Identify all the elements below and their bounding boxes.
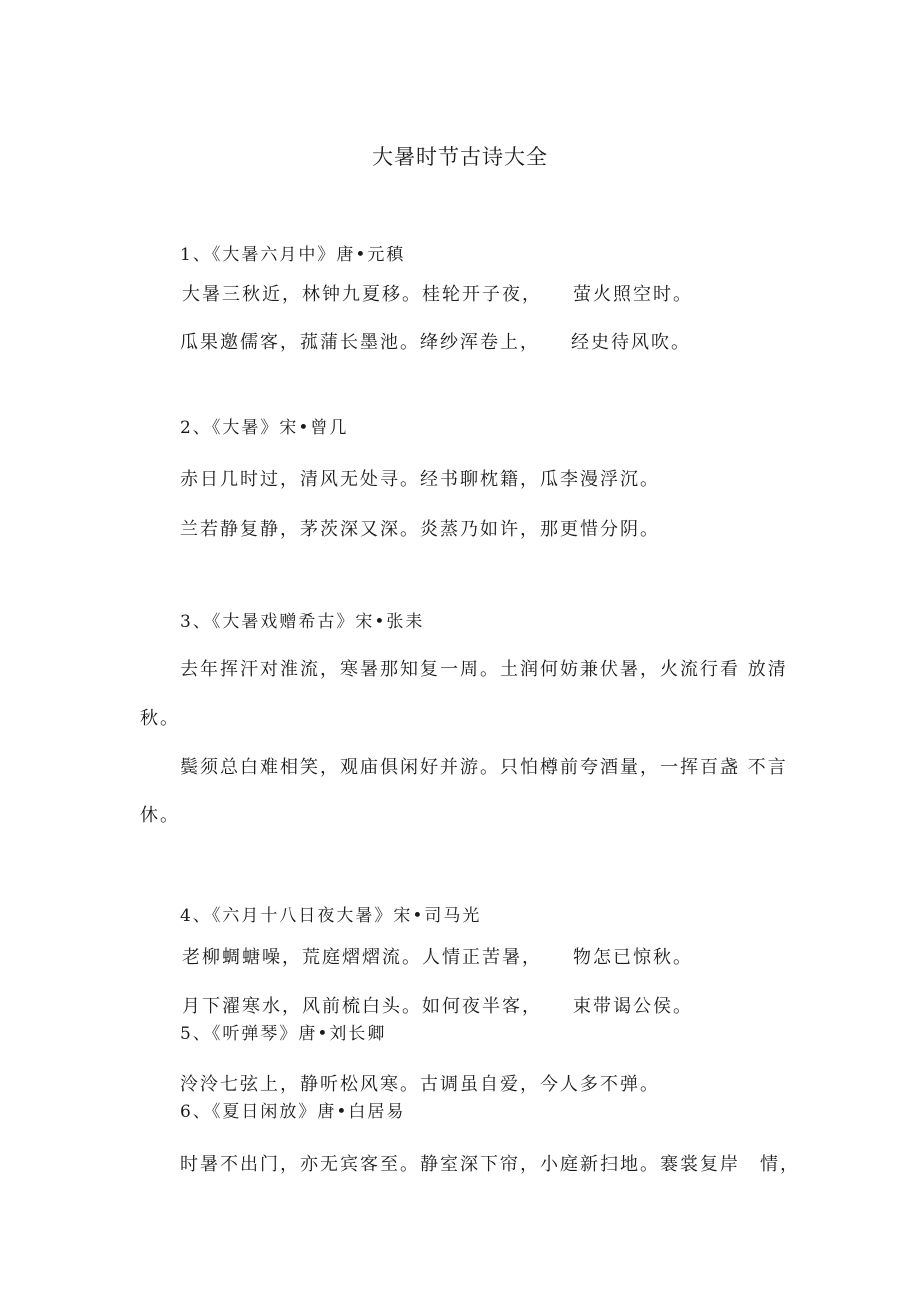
- poem-4-line-1: 老柳蜩螗噪，荒庭熠熠流。人情正苦暑， 物怎已惊秋。: [182, 947, 693, 968]
- poem-2-line-2: 兰若静复静，茅茨深又深。炎蒸乃如许，那更惜分阴。: [180, 519, 660, 540]
- poem-3-line-2-wrap: 休。: [140, 805, 180, 826]
- poem-5-line-1: 泠泠七弦上，静听松风寒。古调虽自爱，今人多不弹。: [180, 1074, 660, 1095]
- poem-3-line-2: 鬓须总白难相笑，观庙俱闲好并游。只怕樽前夸酒量，一挥百盏 不言: [180, 757, 788, 778]
- poem-5-heading: 5、《听弹琴》唐•刘长卿: [180, 1024, 387, 1044]
- poem-1-line-2: 瓜果邀儒客，菰蒲长墨池。绛纱浑卷上， 经史待风吹。: [180, 332, 691, 353]
- poem-2-line-1: 赤日几时过，清风无处寻。经书聊枕籍，瓜李漫浮沉。: [180, 469, 660, 490]
- poem-1-line-1: 大暑三秋近，林钟九夏移。桂轮开子夜， 萤火照空时。: [182, 284, 693, 305]
- page-title: 大暑时节古诗大全: [372, 145, 548, 169]
- poem-6-heading: 6、《夏日闲放》唐•白居易: [180, 1102, 406, 1122]
- poem-4-heading: 4、《六月十八日夜大暑》宋•司马光: [180, 906, 482, 926]
- poem-3-heading: 3、《大暑戏赠希古》宋•张耒: [180, 612, 425, 632]
- poem-1-heading: 1、《大暑六月中》唐•元稹: [180, 245, 406, 265]
- poem-2-heading: 2、《大暑》宋•曾几: [180, 418, 349, 438]
- poem-4-line-2: 月下濯寒水，风前梳白头。如何夜半客， 束带谒公侯。: [182, 996, 693, 1017]
- poem-6-line-1: 时暑不出门，亦无宾客至。静室深下帘，小庭新扫地。褰裳复岸 情，: [180, 1154, 800, 1175]
- poem-3-line-1-wrap: 秋。: [140, 708, 180, 729]
- poem-3-line-1: 去年挥汗对淮流，寒暑那知复一周。土润何妨兼伏暑，火流行看 放清: [180, 659, 788, 680]
